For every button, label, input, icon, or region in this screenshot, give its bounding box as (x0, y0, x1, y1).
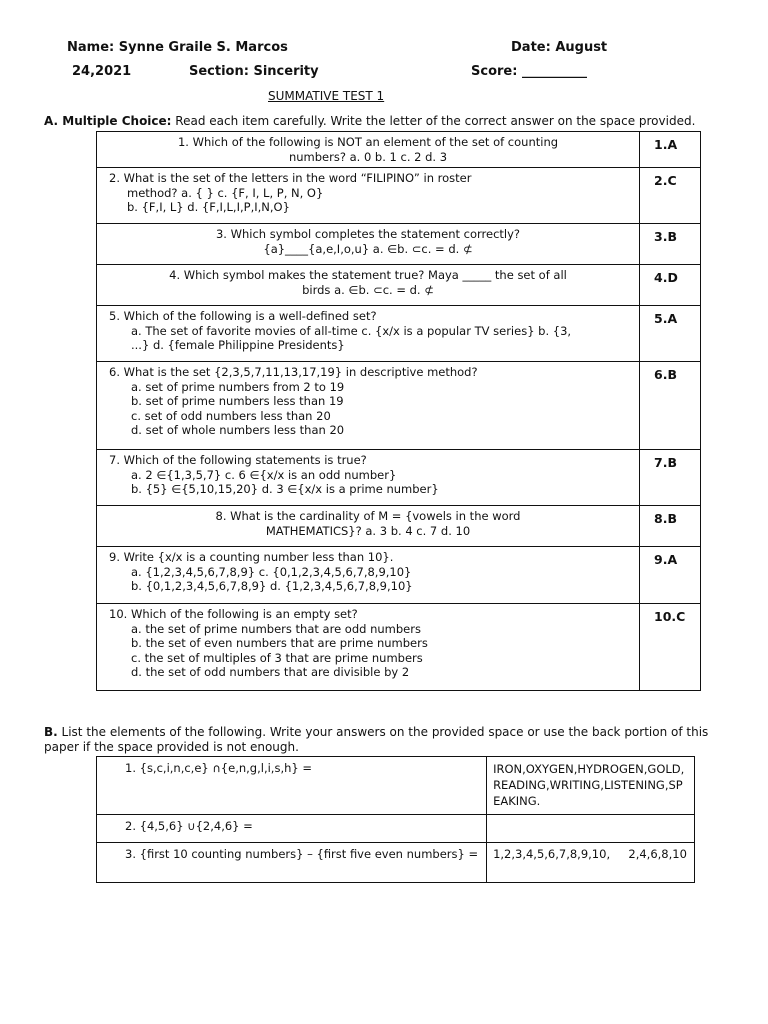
answer-cell: 6.B (640, 362, 701, 450)
answer-cell: 9.A (640, 547, 701, 604)
table-row (97, 168, 701, 224)
answer-cell: 1,2,3,4,5,6,7,8,9,10, 2,4,6,8,10 (487, 843, 695, 883)
part-b-instructions-cont: paper if the space provided is not enough. (44, 740, 299, 754)
table-row (97, 843, 695, 883)
question-text: 6. What is the set {2,3,5,7,11,13,17,19} in descriptive method? (109, 365, 478, 379)
question-line: b. {0,1,2,3,4,5,6,7,8,9} d. {1,2,3,4,5,6,7,8,9,10} (131, 579, 413, 593)
question-line: c. set of odd numbers less than 20 (131, 408, 331, 423)
question-cell (97, 547, 640, 604)
table-row (97, 757, 695, 815)
part-a-heading: A. Multiple Choice: (44, 114, 172, 128)
answer-cell: 10.C (640, 604, 701, 691)
question-cell (97, 265, 640, 306)
question-line: birds a. ∈b. ⊂c. = d. ⊄ (302, 282, 434, 297)
question-line: method? a. { } c. {F, I, L, P, N, O} (127, 185, 324, 200)
question-text: 2. What is the set of the letters in the word “FILIPINO” in roster (109, 171, 472, 185)
answer-cell: 7.B (640, 450, 701, 506)
question-cell (97, 306, 640, 362)
table-row (97, 132, 701, 168)
student-name: Name: Synne Graile S. Marcos (67, 40, 288, 55)
question-line: a. The set of favorite movies of all-time c. {x/x is a popular TV series} b. {3, (131, 323, 572, 338)
question-cell (97, 168, 640, 224)
part-b-heading: B. (44, 725, 58, 739)
question-line: MATHEMATICS}? a. 3 b. 4 c. 7 d. 10 (265, 523, 471, 538)
answer-cell: 5.A (640, 306, 701, 362)
question-text: 4. Which symbol makes the statement true? Maya _____ the set of all (169, 268, 567, 282)
table-row (97, 362, 701, 450)
date-continued: 24,2021 (72, 64, 132, 79)
table-row (97, 506, 701, 547)
question-cell (97, 224, 640, 265)
question-text: 10. Which of the following is an empty set? (109, 607, 358, 621)
answer-cell: IRON,OXYGEN,HYDROGEN,GOLD,READING,WRITING,LISTENING,SPEAKING. (487, 757, 695, 815)
question-text: 1. Which of the following is NOT an element of the set of counting (177, 135, 559, 149)
date-label: Date: August (511, 40, 608, 55)
question-cell (97, 604, 640, 691)
question-cell: 1. {s,c,i,n,c,e} ∩{e,n,g,l,i,s,h} = (97, 757, 487, 815)
question-line: d. the set of odd numbers that are divisible by 2 (131, 665, 410, 679)
multiple-choice-table (96, 131, 701, 691)
question-line: b. set of prime numbers less than 19 (131, 394, 344, 408)
answer-cell (487, 815, 695, 843)
score-label: Score: __________ (471, 64, 587, 79)
question-text: 8. What is the cardinality of M = {vowels in the word (215, 509, 521, 523)
question-text: 9. Write {x/x is a counting number less than 10}. (109, 550, 394, 564)
question-line: a. set of prime numbers from 2 to 19 (131, 379, 345, 394)
question-line: ...} d. {female Philippine Presidents} (131, 338, 345, 352)
table-row (97, 604, 701, 691)
part-b-instructions (44, 725, 708, 739)
test-title: SUMMATIVE TEST 1 (268, 89, 385, 103)
table-row (97, 450, 701, 506)
question-line: {a}____{a,e,I,o,u} a. ∈b. ⊂c. = d. ⊄ (263, 241, 473, 256)
question-line: b. {5} ∈{5,10,15,20} d. 3 ∈{x/x is a prime number} (131, 482, 439, 496)
answer-cell: 8.B (640, 506, 701, 547)
section-label: Section: Sincerity (189, 64, 319, 79)
table-row (97, 265, 701, 306)
part-a-instruction-text: Read each item carefully. Write the letter of the correct answer on the space provided. (171, 114, 696, 128)
question-cell: 3. {first 10 counting numbers} – {first five even numbers} = (97, 843, 487, 883)
question-line: d. set of whole numbers less than 20 (131, 423, 345, 437)
question-line: a. the set of prime numbers that are odd numbers (131, 621, 421, 636)
question-line: numbers? a. 0 b. 1 c. 2 d. 3 (288, 149, 448, 164)
table-row (97, 815, 695, 843)
question-text: 3. Which symbol completes the statement correctly? (215, 227, 521, 241)
part-a-instructions (44, 114, 695, 128)
table-row (97, 224, 701, 265)
answer-cell: 4.D (640, 265, 701, 306)
question-cell (97, 506, 640, 547)
question-line: b. the set of even numbers that are prime numbers (131, 636, 428, 650)
part-b-instruction-text: List the elements of the following. Write your answers on the provided space or use the back portion of this (57, 725, 709, 739)
answer-cell: 3.B (640, 224, 701, 265)
table-row (97, 306, 701, 362)
table-row (97, 547, 701, 604)
question-line: c. the set of multiples of 3 that are prime numbers (131, 650, 423, 665)
question-line: a. {1,2,3,4,5,6,7,8,9} c. {0,1,2,3,4,5,6,7,8,9,10} (131, 564, 412, 579)
question-cell (97, 362, 640, 450)
question-line: b. {F,I, L} d. {F,I,L,I,P,I,N,O} (127, 200, 290, 214)
answer-cell: 1.A (640, 132, 701, 168)
answer-cell: 2.C (640, 168, 701, 224)
list-elements-table (96, 756, 695, 883)
question-cell: 2. {4,5,6} ∪{2,4,6} = (97, 815, 487, 843)
question-text: 7. Which of the following statements is true? (109, 453, 367, 467)
question-cell (97, 450, 640, 506)
question-line: a. 2 ∈{1,3,5,7} c. 6 ∈{x/x is an odd number} (131, 467, 397, 482)
question-text: 5. Which of the following is a well-defined set? (109, 309, 377, 323)
question-cell (97, 132, 640, 168)
